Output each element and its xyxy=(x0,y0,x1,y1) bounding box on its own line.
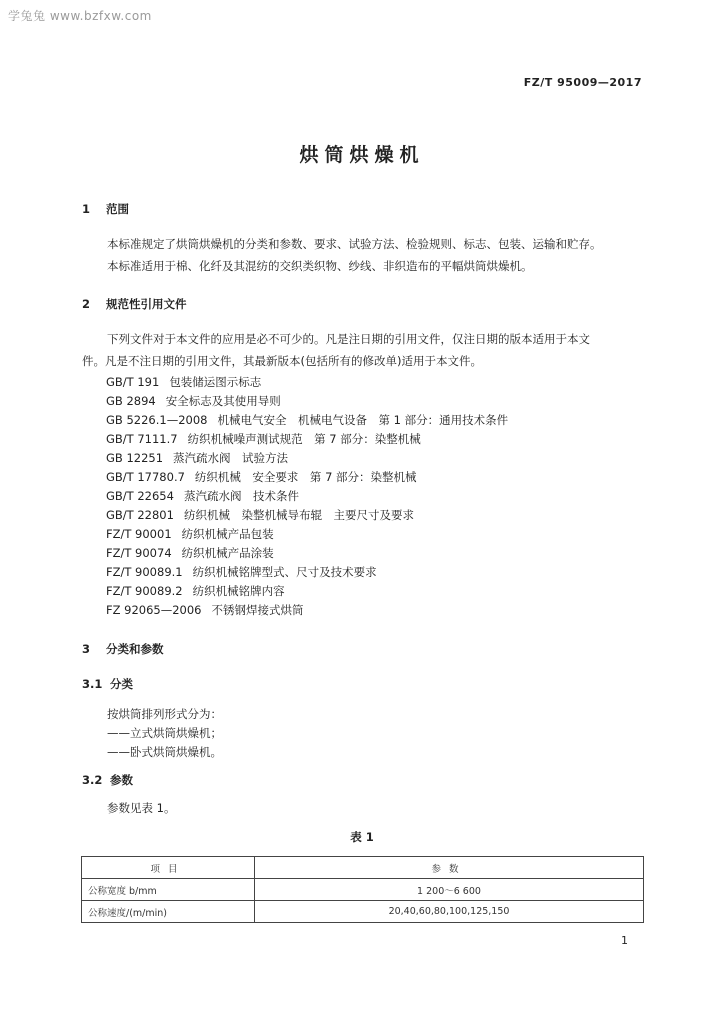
reference-code: GB/T 22654 xyxy=(106,489,174,503)
reference-title: 纺织机械 安全要求 第 7 部分：染整机械 xyxy=(194,470,417,484)
table-cell: 20,40,60,80,100,125,150 xyxy=(255,901,644,923)
subsection-number: 3.1 xyxy=(82,677,103,691)
reference-item xyxy=(106,526,274,542)
section-title: 范围 xyxy=(106,202,129,216)
parameters-text: 参数见表 1。 xyxy=(107,801,176,815)
classification-item: ——立式烘筒烘燥机； xyxy=(107,726,222,740)
reference-title: 蒸汽疏水阀 试验方法 xyxy=(173,451,289,465)
reference-title: 不锈钢焊接式烘筒 xyxy=(211,603,304,617)
normative-intro-line-2: 件。凡是不注日期的引用文件，其最新版本(包括所有的修改单)适用于本文件。 xyxy=(82,354,482,368)
section-title: 规范性引用文件 xyxy=(106,297,187,311)
reference-title: 纺织机械 染整机械导布辊 主要尺寸及要求 xyxy=(183,508,414,522)
reference-code: GB/T 17780.7 xyxy=(106,470,185,484)
document-title: 烘筒烘燥机 xyxy=(299,144,425,166)
watermark: 学兔兔 www.bzfxw.com xyxy=(8,9,152,23)
reference-item xyxy=(106,545,274,561)
table-cell: 1 200～6 600 xyxy=(255,879,644,901)
section-number: 1 xyxy=(82,202,91,216)
reference-title: 蒸汽疏水阀 技术条件 xyxy=(183,489,299,503)
section-2-heading xyxy=(82,296,187,312)
reference-code: GB/T 191 xyxy=(106,375,160,389)
table-row xyxy=(82,879,644,901)
subsection-number: 3.2 xyxy=(82,773,103,787)
page-number: 1 xyxy=(621,934,628,947)
reference-code: GB 2894 xyxy=(106,394,156,408)
table-cell: 公称速度/(m/min) xyxy=(82,901,255,923)
reference-code: GB 5226.1—2008 xyxy=(106,413,208,427)
reference-title: 纺织机械噪声测试规范 第 7 部分：染整机械 xyxy=(187,432,421,446)
reference-title: 机械电气安全 机械电气设备 第 1 部分：通用技术条件 xyxy=(217,413,509,427)
section-1-heading xyxy=(82,201,129,217)
classification-item: ——卧式烘筒烘燥机。 xyxy=(107,745,222,759)
classification-intro: 按烘筒排列形式分为： xyxy=(107,707,222,721)
standard-number: FZ/T 95009—2017 xyxy=(523,76,642,89)
table-cell: 公称宽度 b/mm xyxy=(82,879,255,901)
reference-item xyxy=(106,602,304,618)
reference-code: FZ/T 90001 xyxy=(106,527,172,541)
section-number: 2 xyxy=(82,297,91,311)
section-3-heading xyxy=(82,641,164,657)
reference-item xyxy=(106,469,417,485)
reference-item xyxy=(106,431,421,447)
scope-paragraph-2: 本标准适用于棉、化纤及其混纺的交织类织物、纱线、非织造布的平幅烘筒烘燥机。 xyxy=(107,259,533,273)
reference-title: 纺织机械产品涂装 xyxy=(181,546,274,560)
reference-code: GB/T 22801 xyxy=(106,508,174,522)
reference-item xyxy=(106,583,285,599)
section-title: 分类和参数 xyxy=(106,642,164,656)
reference-title: 纺织机械产品包装 xyxy=(181,527,274,541)
section-number: 3 xyxy=(82,642,91,656)
subsection-title: 参数 xyxy=(110,773,133,787)
parameters-table xyxy=(81,856,644,923)
table-header-cell: 参数 xyxy=(255,857,644,879)
table-header-row xyxy=(82,857,644,879)
subsection-title: 分类 xyxy=(110,677,133,691)
reference-item xyxy=(106,412,508,428)
reference-item xyxy=(106,393,281,409)
reference-item xyxy=(106,488,299,504)
reference-code: GB 12251 xyxy=(106,451,164,465)
reference-code: GB/T 7111.7 xyxy=(106,432,178,446)
reference-item xyxy=(106,564,377,580)
normative-intro-line-1: 下列文件对于本文件的应用是必不可少的。凡是注日期的引用文件，仅注日期的版本适用于本文 xyxy=(107,332,590,346)
reference-title: 安全标志及其使用导则 xyxy=(165,394,281,408)
reference-item xyxy=(106,507,414,523)
reference-title: 纺织机械铭牌型式、尺寸及技术要求 xyxy=(192,565,377,579)
table-caption: 表 1 xyxy=(350,830,374,844)
reference-code: FZ/T 90074 xyxy=(106,546,172,560)
reference-code: FZ 92065—2006 xyxy=(106,603,202,617)
subsection-3-2-heading xyxy=(82,772,133,788)
reference-item xyxy=(106,374,261,390)
table-row xyxy=(82,901,644,923)
reference-code: FZ/T 90089.1 xyxy=(106,565,183,579)
reference-title: 纺织机械铭牌内容 xyxy=(192,584,285,598)
reference-item xyxy=(106,450,288,466)
table-header-cell: 项目 xyxy=(82,857,255,879)
reference-code: FZ/T 90089.2 xyxy=(106,584,183,598)
scope-paragraph-1: 本标准规定了烘筒烘燥机的分类和参数、要求、试验方法、检验规则、标志、包装、运输和贮存。 xyxy=(107,237,602,251)
reference-title: 包装储运图示标志 xyxy=(169,375,262,389)
subsection-3-1-heading xyxy=(82,676,133,692)
